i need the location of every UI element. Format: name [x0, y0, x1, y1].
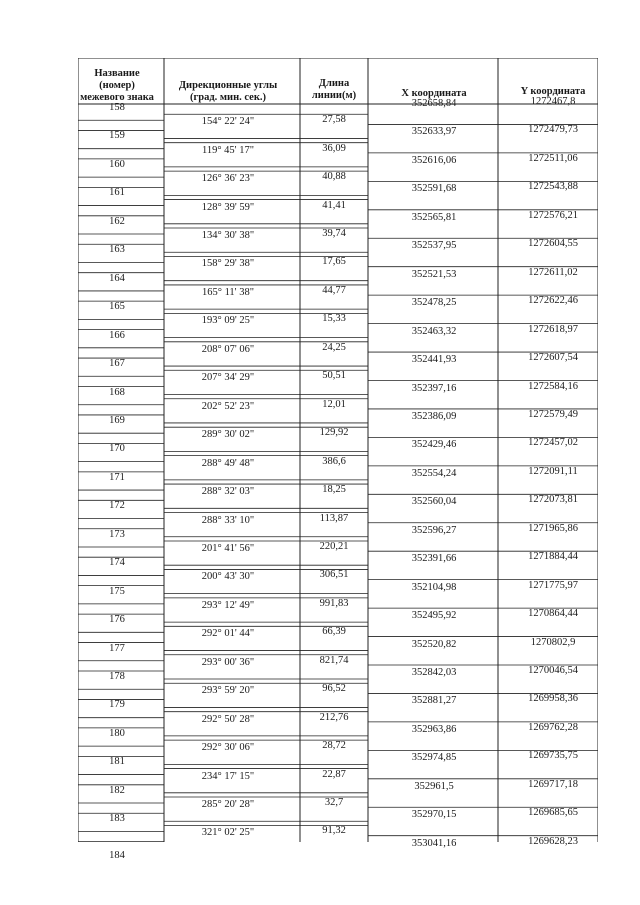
- direction-angle: 288° 33' 10": [201, 514, 255, 526]
- point-name: 159: [109, 130, 125, 142]
- point-y-coordinate: 1272604,55: [528, 238, 578, 250]
- point-y-coordinate: 1272073,81: [528, 494, 578, 506]
- point-x-coordinate: 352616,06: [411, 154, 457, 166]
- line-length: 44,77: [322, 284, 346, 296]
- point-name: 173: [109, 528, 125, 540]
- point-x-coordinate: 352520,82: [411, 638, 457, 650]
- point-x-coordinate: 352386,09: [411, 410, 457, 422]
- point-name: 168: [109, 386, 125, 398]
- point-y-coordinate: 1272579,49: [528, 408, 578, 420]
- point-name: 160: [109, 158, 125, 170]
- direction-angle: 292° 01' 44": [201, 628, 255, 640]
- point-name: 180: [109, 727, 125, 739]
- line-length: 28,72: [322, 740, 346, 752]
- direction-angle: 126° 36' 23": [201, 173, 255, 185]
- point-y-coordinate: 1272457,02: [528, 437, 578, 449]
- direction-angle: 292° 50' 28": [201, 713, 255, 725]
- header-direction-angle-line2: (град. мин. сек.): [189, 92, 267, 103]
- point-y-coordinate: 1272618,97: [528, 323, 578, 335]
- header-point-name: [78, 68, 156, 104]
- line-length: 66,39: [322, 626, 346, 638]
- direction-angle: 289° 30' 02": [201, 429, 255, 441]
- point-name: 161: [109, 187, 125, 199]
- direction-angle: 293° 00' 36": [201, 656, 255, 668]
- line-length: 821,74: [319, 654, 349, 666]
- line-length: 32,7: [324, 797, 344, 809]
- point-y-coordinate: 1269958,36: [528, 693, 578, 705]
- point-x-coordinate: 352560,04: [411, 496, 457, 508]
- direction-angle: 207° 34' 29": [201, 372, 255, 384]
- direction-angle: 293° 59' 20": [201, 685, 255, 697]
- line-length: 991,83: [319, 597, 349, 609]
- point-x-coordinate: 352961,5: [414, 780, 454, 792]
- direction-angle: 288° 49' 48": [201, 457, 255, 469]
- point-x-coordinate: 352974,85: [411, 752, 457, 764]
- point-x-coordinate: 352881,27: [411, 695, 457, 707]
- point-y-coordinate: 1272584,16: [528, 380, 578, 392]
- point-y-coordinate: 1269685,65: [528, 807, 578, 819]
- direction-angle: 234° 17' 15": [201, 770, 255, 782]
- line-length: 17,65: [322, 256, 346, 268]
- point-name: 178: [109, 671, 125, 682]
- point-name: 165: [109, 301, 125, 313]
- point-y-coordinate: 1272091,11: [528, 465, 578, 477]
- point-x-coordinate: 352565,81: [411, 211, 457, 223]
- direction-angle: 134° 30' 38": [201, 230, 255, 242]
- direction-angle: 321° 02' 25": [201, 827, 255, 839]
- point-name: 179: [109, 699, 125, 711]
- point-name: 183: [109, 813, 125, 825]
- direction-angle: 119° 45' 17": [202, 144, 254, 156]
- direction-angle: 293° 12' 49": [201, 599, 255, 611]
- point-x-coordinate: 352842,03: [411, 667, 457, 678]
- point-name: 176: [109, 614, 125, 626]
- line-length: 220,21: [319, 540, 349, 552]
- point-y-coordinate: 1270046,54: [528, 665, 578, 676]
- point-x-coordinate: 352633,97: [411, 126, 457, 138]
- line-length: 386,6: [322, 455, 346, 467]
- point-y-coordinate: 1271884,44: [528, 551, 578, 563]
- line-length: 306,51: [319, 569, 349, 581]
- point-name: 177: [109, 642, 125, 654]
- point-y-coordinate: 1270802,9: [530, 636, 576, 648]
- line-length: 40,88: [322, 171, 346, 183]
- line-length: 39,74: [322, 228, 346, 240]
- point-y-coordinate: 1269628,23: [528, 835, 578, 847]
- point-name: 170: [109, 443, 125, 455]
- direction-angle: 208° 07' 06": [201, 343, 255, 355]
- point-x-coordinate: 352391,66: [411, 553, 457, 565]
- point-y-coordinate: 1269762,28: [528, 721, 578, 733]
- point-name: 166: [109, 329, 125, 341]
- point-name: 175: [109, 585, 125, 597]
- point-y-coordinate: 1272622,46: [528, 295, 578, 307]
- direction-angle: 292° 30' 06": [201, 742, 255, 754]
- point-name: 167: [109, 358, 125, 370]
- header-x-coordinate: X координата: [401, 88, 467, 99]
- direction-angle: 201° 41' 56": [201, 542, 255, 554]
- header-direction-angle-line1: Дирекционные углы: [178, 80, 278, 91]
- point-y-coordinate: 1272467,8: [530, 96, 576, 107]
- direction-angle: 154° 22' 24": [201, 116, 255, 128]
- point-name: 171: [109, 471, 125, 483]
- point-x-coordinate: 352596,27: [411, 524, 457, 536]
- point-x-coordinate: 352463,32: [411, 325, 457, 337]
- point-y-coordinate: 1272543,88: [528, 181, 578, 193]
- line-length: 50,51: [322, 370, 346, 382]
- point-x-coordinate: 352554,24: [411, 467, 457, 479]
- line-length: 22,87: [322, 768, 346, 780]
- point-x-coordinate: 352397,16: [411, 382, 457, 394]
- line-length: 96,52: [322, 683, 346, 695]
- point-x-coordinate: 352970,15: [411, 809, 457, 821]
- line-length: 91,32: [322, 825, 346, 837]
- point-name: 164: [109, 272, 125, 284]
- header-line-length-line2: линии(м): [311, 90, 357, 101]
- point-x-coordinate: 352495,92: [411, 610, 457, 622]
- point-y-coordinate: 1271775,97: [528, 579, 578, 591]
- point-name: 174: [109, 557, 125, 569]
- point-name: 172: [109, 500, 125, 512]
- point-y-coordinate: 1270864,44: [528, 608, 578, 620]
- line-length: 12,01: [322, 398, 346, 410]
- header-line-length: [300, 78, 368, 102]
- point-x-coordinate: 353041,16: [411, 837, 457, 849]
- point-x-coordinate: 352429,46: [411, 439, 457, 451]
- point-y-coordinate: 1272611,02: [528, 266, 578, 278]
- point-x-coordinate: 352441,93: [411, 354, 457, 366]
- point-name: 163: [109, 244, 125, 256]
- point-x-coordinate: 352104,98: [411, 581, 457, 593]
- point-y-coordinate: 1272576,21: [528, 209, 578, 221]
- point-x-coordinate: 352521,53: [411, 268, 457, 280]
- line-length: 41,41: [322, 199, 346, 211]
- header-point-name-line1: Название: [94, 68, 140, 79]
- point-name: 184: [109, 849, 125, 861]
- direction-angle: 202° 52' 23": [201, 400, 255, 412]
- point-y-coordinate: 1271965,86: [528, 522, 578, 534]
- point-y-coordinate: 1272511,06: [528, 152, 578, 164]
- point-name: 181: [109, 756, 125, 768]
- line-length: 18,25: [322, 484, 346, 496]
- point-y-coordinate: 1272479,73: [528, 124, 578, 136]
- point-x-coordinate: 352537,95: [411, 240, 457, 252]
- point-y-coordinate: 1269735,75: [528, 750, 578, 762]
- point-name: 169: [109, 414, 125, 426]
- point-x-coordinate: 352591,68: [411, 183, 457, 195]
- coordinate-table: [78, 58, 598, 861]
- point-x-coordinate: 352963,86: [411, 723, 457, 735]
- header-point-name-line2: (номер): [99, 80, 135, 91]
- point-x-coordinate: 352478,25: [411, 297, 457, 309]
- direction-angle: 288° 32' 03": [201, 486, 255, 498]
- line-length: 212,76: [319, 711, 349, 723]
- point-x-coordinate: 352658,84: [411, 98, 457, 109]
- line-length: 129,92: [319, 427, 349, 439]
- point-y-coordinate: 1269717,18: [528, 778, 578, 790]
- line-length: 36,09: [322, 142, 346, 154]
- point-y-coordinate: 1272607,54: [528, 352, 578, 364]
- line-length: 113,87: [319, 512, 349, 524]
- point-name: 182: [109, 784, 125, 796]
- line-length: 24,25: [322, 341, 346, 353]
- direction-angle: 158° 29' 38": [201, 258, 255, 270]
- direction-angle: 200° 43' 30": [201, 571, 255, 583]
- direction-angle: 165° 11' 38": [202, 286, 254, 298]
- point-name: 158: [109, 102, 125, 113]
- point-name: 162: [109, 215, 125, 227]
- line-length: 27,58: [322, 114, 346, 126]
- header-line-length-line1: Длина: [318, 78, 350, 89]
- header-direction-angle: [164, 80, 292, 104]
- direction-angle: 193° 09' 25": [201, 315, 255, 327]
- header-y-coordinate: Y координата: [520, 86, 586, 97]
- header-point-name-line3: межевого знака: [80, 92, 154, 103]
- direction-angle: 128° 39' 59": [201, 201, 255, 213]
- direction-angle: 285° 20' 28": [201, 799, 255, 811]
- line-length: 15,33: [322, 313, 346, 325]
